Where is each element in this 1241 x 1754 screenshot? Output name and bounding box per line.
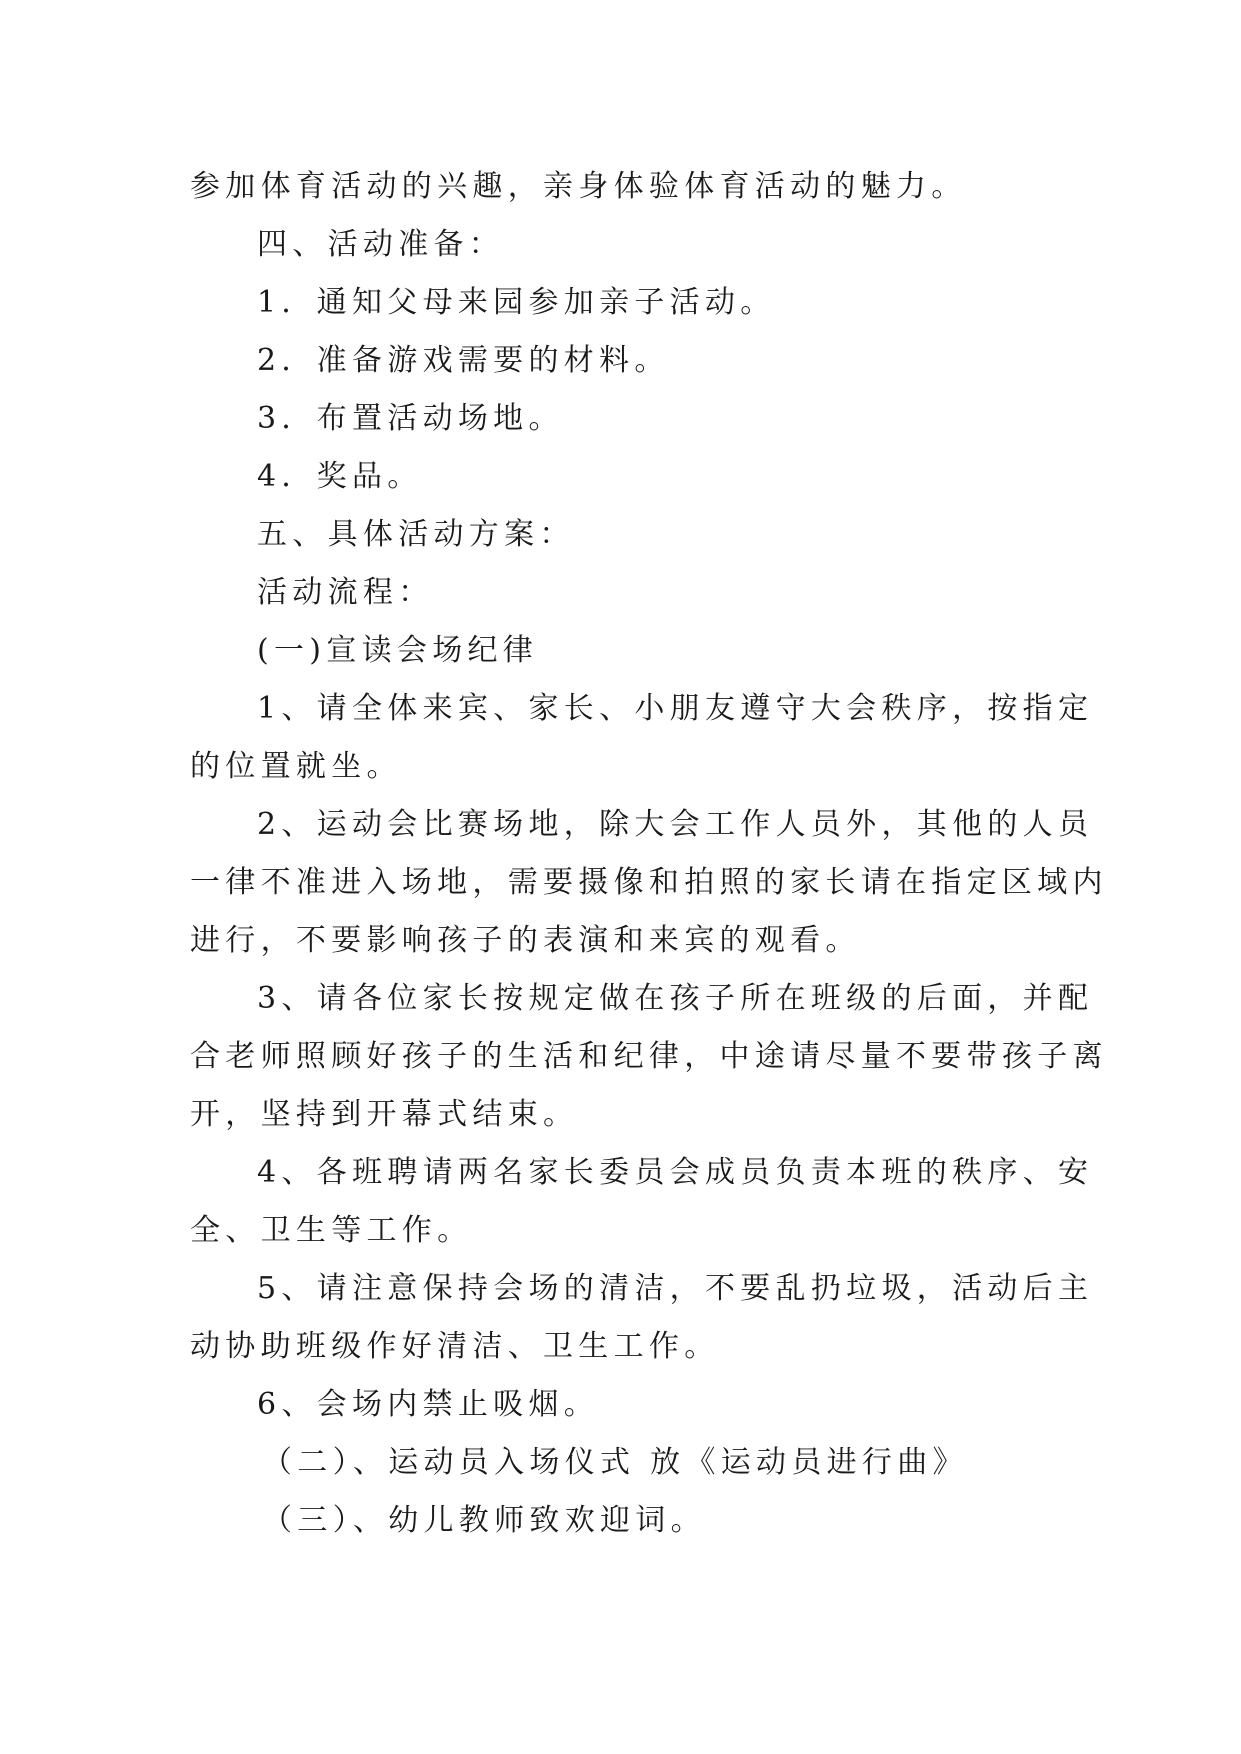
- paragraph-line: 参加体育活动的兴趣，亲身体验体育活动的魅力。: [190, 169, 967, 204]
- paragraph-line: 4、各班聘请两名家长委员会成员负责本班的秩序、安: [257, 1155, 1094, 1190]
- paragraph-line: 1、请全体来宾、家长、小朋友遵守大会秩序，按指定: [257, 691, 1094, 726]
- list-item: 2．准备游戏需要的材料。: [257, 343, 670, 378]
- paragraph-line: 3、请各位家长按规定做在孩子所在班级的后面，并配: [257, 981, 1094, 1016]
- list-item: 3．布置活动场地。: [257, 401, 564, 436]
- list-item: 1．通知父母来园参加亲子活动。: [257, 285, 776, 320]
- list-item: 4．奖品。: [257, 459, 423, 494]
- paragraph-line: 的位置就坐。: [190, 749, 402, 784]
- subheading: (一)宣读会场纪律: [257, 633, 539, 668]
- section-heading: 四、活动准备：: [257, 227, 505, 262]
- subheading: 活动流程：: [257, 575, 434, 610]
- paragraph-line: 合老师照顾好孩子的生活和纪律，中途请尽量不要带孩子离: [190, 1039, 1108, 1074]
- subheading: （二）、运动员入场仪式 放《运动员进行曲》: [262, 1445, 968, 1480]
- document-body: [190, 158, 1108, 1550]
- paragraph-line: 全、卫生等工作。: [190, 1213, 473, 1248]
- paragraph-line: 5、请注意保持会场的清洁，不要乱扔垃圾，活动后主: [257, 1271, 1094, 1306]
- paragraph-line: 2、运动会比赛场地，除大会工作人员外，其他的人员: [257, 807, 1094, 842]
- paragraph-line: 开，坚持到开幕式结束。: [190, 1097, 579, 1132]
- section-heading: 五、具体活动方案：: [257, 517, 575, 552]
- paragraph-line: 6、会场内禁止吸烟。: [257, 1387, 600, 1422]
- subheading: （三）、幼儿教师致欢迎词。: [262, 1503, 706, 1538]
- paragraph-line: 一律不准进入场地，需要摄像和拍照的家长请在指定区域内: [190, 865, 1108, 900]
- paragraph-line: 进行，不要影响孩子的表演和来宾的观看。: [190, 923, 861, 958]
- paragraph-line: 动协助班级作好清洁、卫生工作。: [190, 1329, 720, 1364]
